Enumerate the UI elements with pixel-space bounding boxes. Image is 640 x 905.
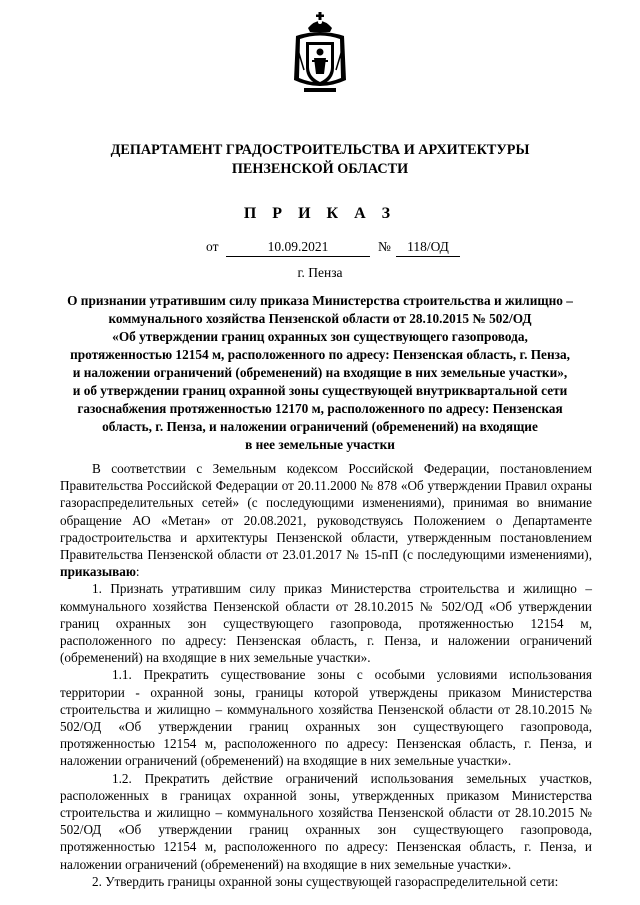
heading-line: О признании утратившим силу приказа Министерства строительства и жилищно – bbox=[67, 293, 573, 308]
heading-line: коммунального хозяйства Пензенской области от 28.10.2015 № 502/ОД bbox=[108, 311, 532, 326]
heading-line: область, г. Пенза, и наложении ограничений (обременений) на входящие bbox=[102, 419, 538, 434]
city: г. Пенза bbox=[297, 265, 343, 280]
order-date: 10.09.2021 bbox=[226, 239, 370, 257]
item-1-1-paragraph: 1.1. Прекратить существование зоны с особыми условиями использования территории - охранной зоны, границы которой утверждены приказом Министерства строительства и жилищно – коммунального хозяйства Пензенской области от 28.10.2015 № 502/ОД «Об утверждении границ охранных зон существующего газопровода, протяженностью 12154 м, расположенного по адресу: Пензенская область, г. Пенза, и наложении ограничений (обременений) на входящие в них земельные участки». bbox=[60, 667, 592, 769]
order-colon: : bbox=[135, 564, 140, 580]
item-2-paragraph: 2. Утвердить границы охранной зоны существующей газораспределительной сети: bbox=[92, 873, 559, 889]
department-name-line2: ПЕНЗЕНСКОЙ ОБЛАСТИ bbox=[231, 161, 409, 177]
date-label: от bbox=[206, 239, 219, 254]
item-1-2-paragraph: 1.2. Прекратить действие ограничений использования земельных участков, расположенных в границах охранной зоны, утвержденных приказом Министерства строительства и жилищно – коммунального хозяйства Пензенской области от 28.10.2015 № 502/ОД «Об утверждении границ охранных зон существующего газопровода, протяженностью 12154 м, расположенного по адресу: Пензенская область, г. Пенза, и наложении ограничений (обременений) на входящие в них земельные участки». bbox=[60, 770, 592, 872]
preamble-text: В соответствии с Земельным кодексом Российской Федерации, постановлением Правительства Российской Федерации от 20.11.2000 № 878 «Об утверждении Правил охраны газораспределительных сетей» (с последующими изменениями), принимая во внимание обращение АО «Метан» от 20.08.2021, руководствуясь Положением о Департаменте градостроительства и архитектуры Пензенской области, утвержденным постановлением Правительства Пензенской области от 23.01.2017 № 15-пП (с последующими изменениями), bbox=[60, 461, 592, 563]
heading-line: и об утверждении границ охранной зоны существующей внутриквартальной сети bbox=[72, 383, 568, 398]
coat-of-arms-emblem bbox=[290, 10, 350, 100]
number-label: № bbox=[378, 239, 391, 254]
order-word: приказываю bbox=[60, 564, 136, 580]
order-title: П Р И К А З bbox=[243, 205, 397, 222]
order-number: 118/ОД bbox=[396, 239, 460, 257]
heading-line: и наложении ограничений (обременений) на входящие в них земельные участки», bbox=[72, 365, 568, 380]
item-1-paragraph: 1. Признать утратившим силу приказ Министерства строительства и жилищно – коммунального хозяйства Пензенской области от 28.10.2015 № 502/ОД «Об утверждении границ охранных зон существующего газопровода, протяженностью 12154 м, расположенного по адресу: Пензенская область, г. Пенза, и наложении ограничений (обременений) на входящие в них земельные участки». bbox=[60, 581, 592, 666]
heading-line: протяженностью 12154 м, расположенного по адресу: Пензенская область, г. Пенза, bbox=[70, 347, 570, 362]
preamble-paragraph bbox=[60, 460, 592, 580]
heading-line: газоснабжения протяженностью 12170 м, расположенного по адресу: Пензенская bbox=[77, 401, 563, 416]
order-body bbox=[60, 460, 592, 890]
department-name-line1: ДЕПАРТАМЕНТ ГРАДОСТРОИТЕЛЬСТВА И АРХИТЕКТУРЫ bbox=[110, 142, 530, 158]
heading-line: в нее земельные участки bbox=[245, 437, 395, 452]
heading-line: «Об утверждении границ охранных зон существующего газопровода, bbox=[112, 329, 528, 344]
order-heading bbox=[60, 292, 580, 454]
